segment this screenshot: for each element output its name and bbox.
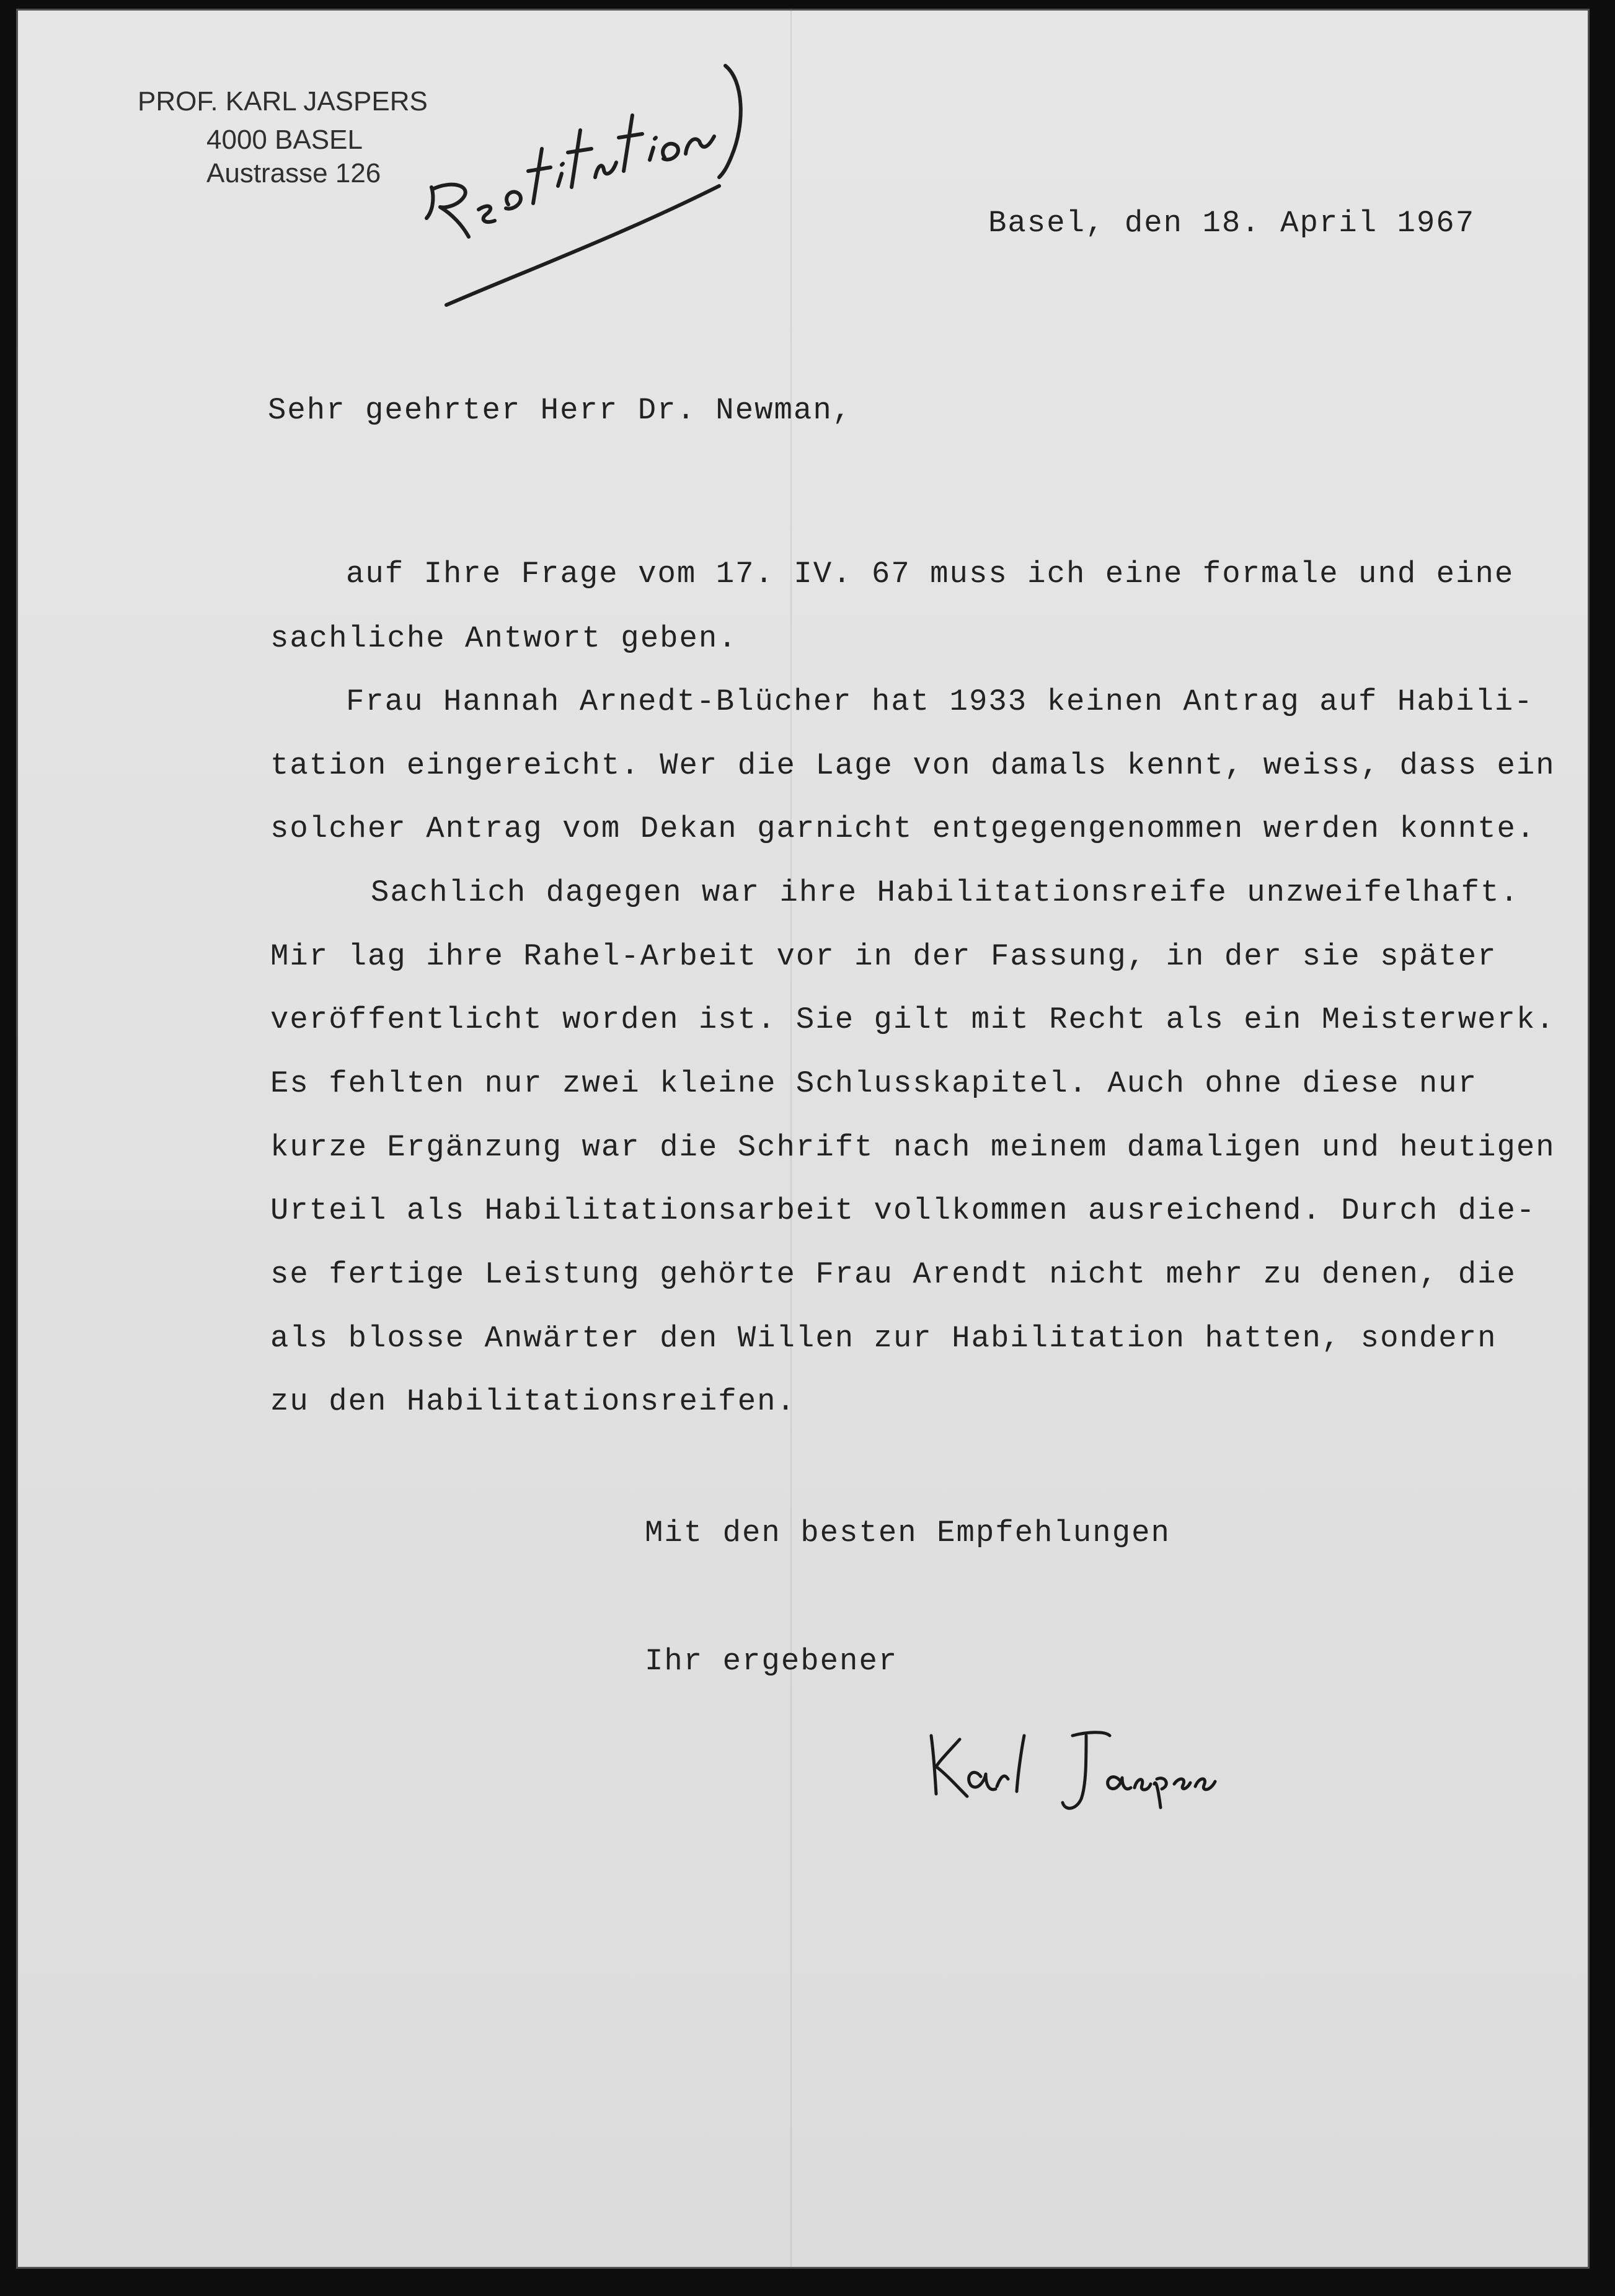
body-line: Frau Hannah Arnedt-Blücher hat 1933 keinen Antrag auf Habili- <box>346 684 1534 719</box>
salutation: Sehr geehrter Herr Dr. Newman, <box>268 393 852 428</box>
letterhead-city: 4000 BASEL <box>206 125 363 155</box>
letterhead-street: Austrasse 126 <box>206 158 381 188</box>
signature <box>924 1717 1246 1816</box>
body-line: sachliche Antwort geben. <box>270 621 738 656</box>
body-line: zu den Habilitationsreifen. <box>270 1384 796 1419</box>
closing-line: Mit den besten Empfehlungen <box>645 1516 1170 1550</box>
date-line: Basel, den 18. April 1967 <box>988 206 1476 241</box>
body-line: veröffentlicht worden ist. Sie gilt mit Recht als ein Meisterwerk. <box>270 1002 1555 1037</box>
valediction: Ihr ergebener <box>645 1644 898 1679</box>
body-line: se fertige Leistung gehörte Frau Arendt nicht mehr zu denen, die <box>270 1257 1516 1292</box>
body-line: Urteil als Habilitationsarbeit vollkommen ausreichend. Durch die- <box>270 1193 1536 1228</box>
body-line: Sachlich dagegen war ihre Habilitationsreife unzweifelhaft. <box>371 875 1520 910</box>
body-line: kurze Ergänzung war die Schrift nach meinem damaligen und heutigen <box>270 1130 1555 1165</box>
body-line: als blosse Anwärter den Willen zur Habilitation hatten, sondern <box>270 1321 1497 1356</box>
body-line: auf Ihre Frage vom 17. IV. 67 muss ich eine formale und eine <box>346 557 1515 591</box>
body-line: Mir lag ihre Rahel-Arbeit vor in der Fassung, in der sie später <box>270 939 1497 974</box>
letterhead-name: PROF. KARL JASPERS <box>138 86 428 117</box>
body-line: solcher Antrag vom Dekan garnicht entgegengenommen werden konnte. <box>270 811 1536 846</box>
handwritten-annotation <box>409 56 818 316</box>
body-line: tation eingereicht. Wer die Lage von damals kennt, weiss, dass ein <box>270 748 1555 783</box>
body-line: Es fehlten nur zwei kleine Schlusskapitel. Auch ohne diese nur <box>270 1066 1478 1101</box>
